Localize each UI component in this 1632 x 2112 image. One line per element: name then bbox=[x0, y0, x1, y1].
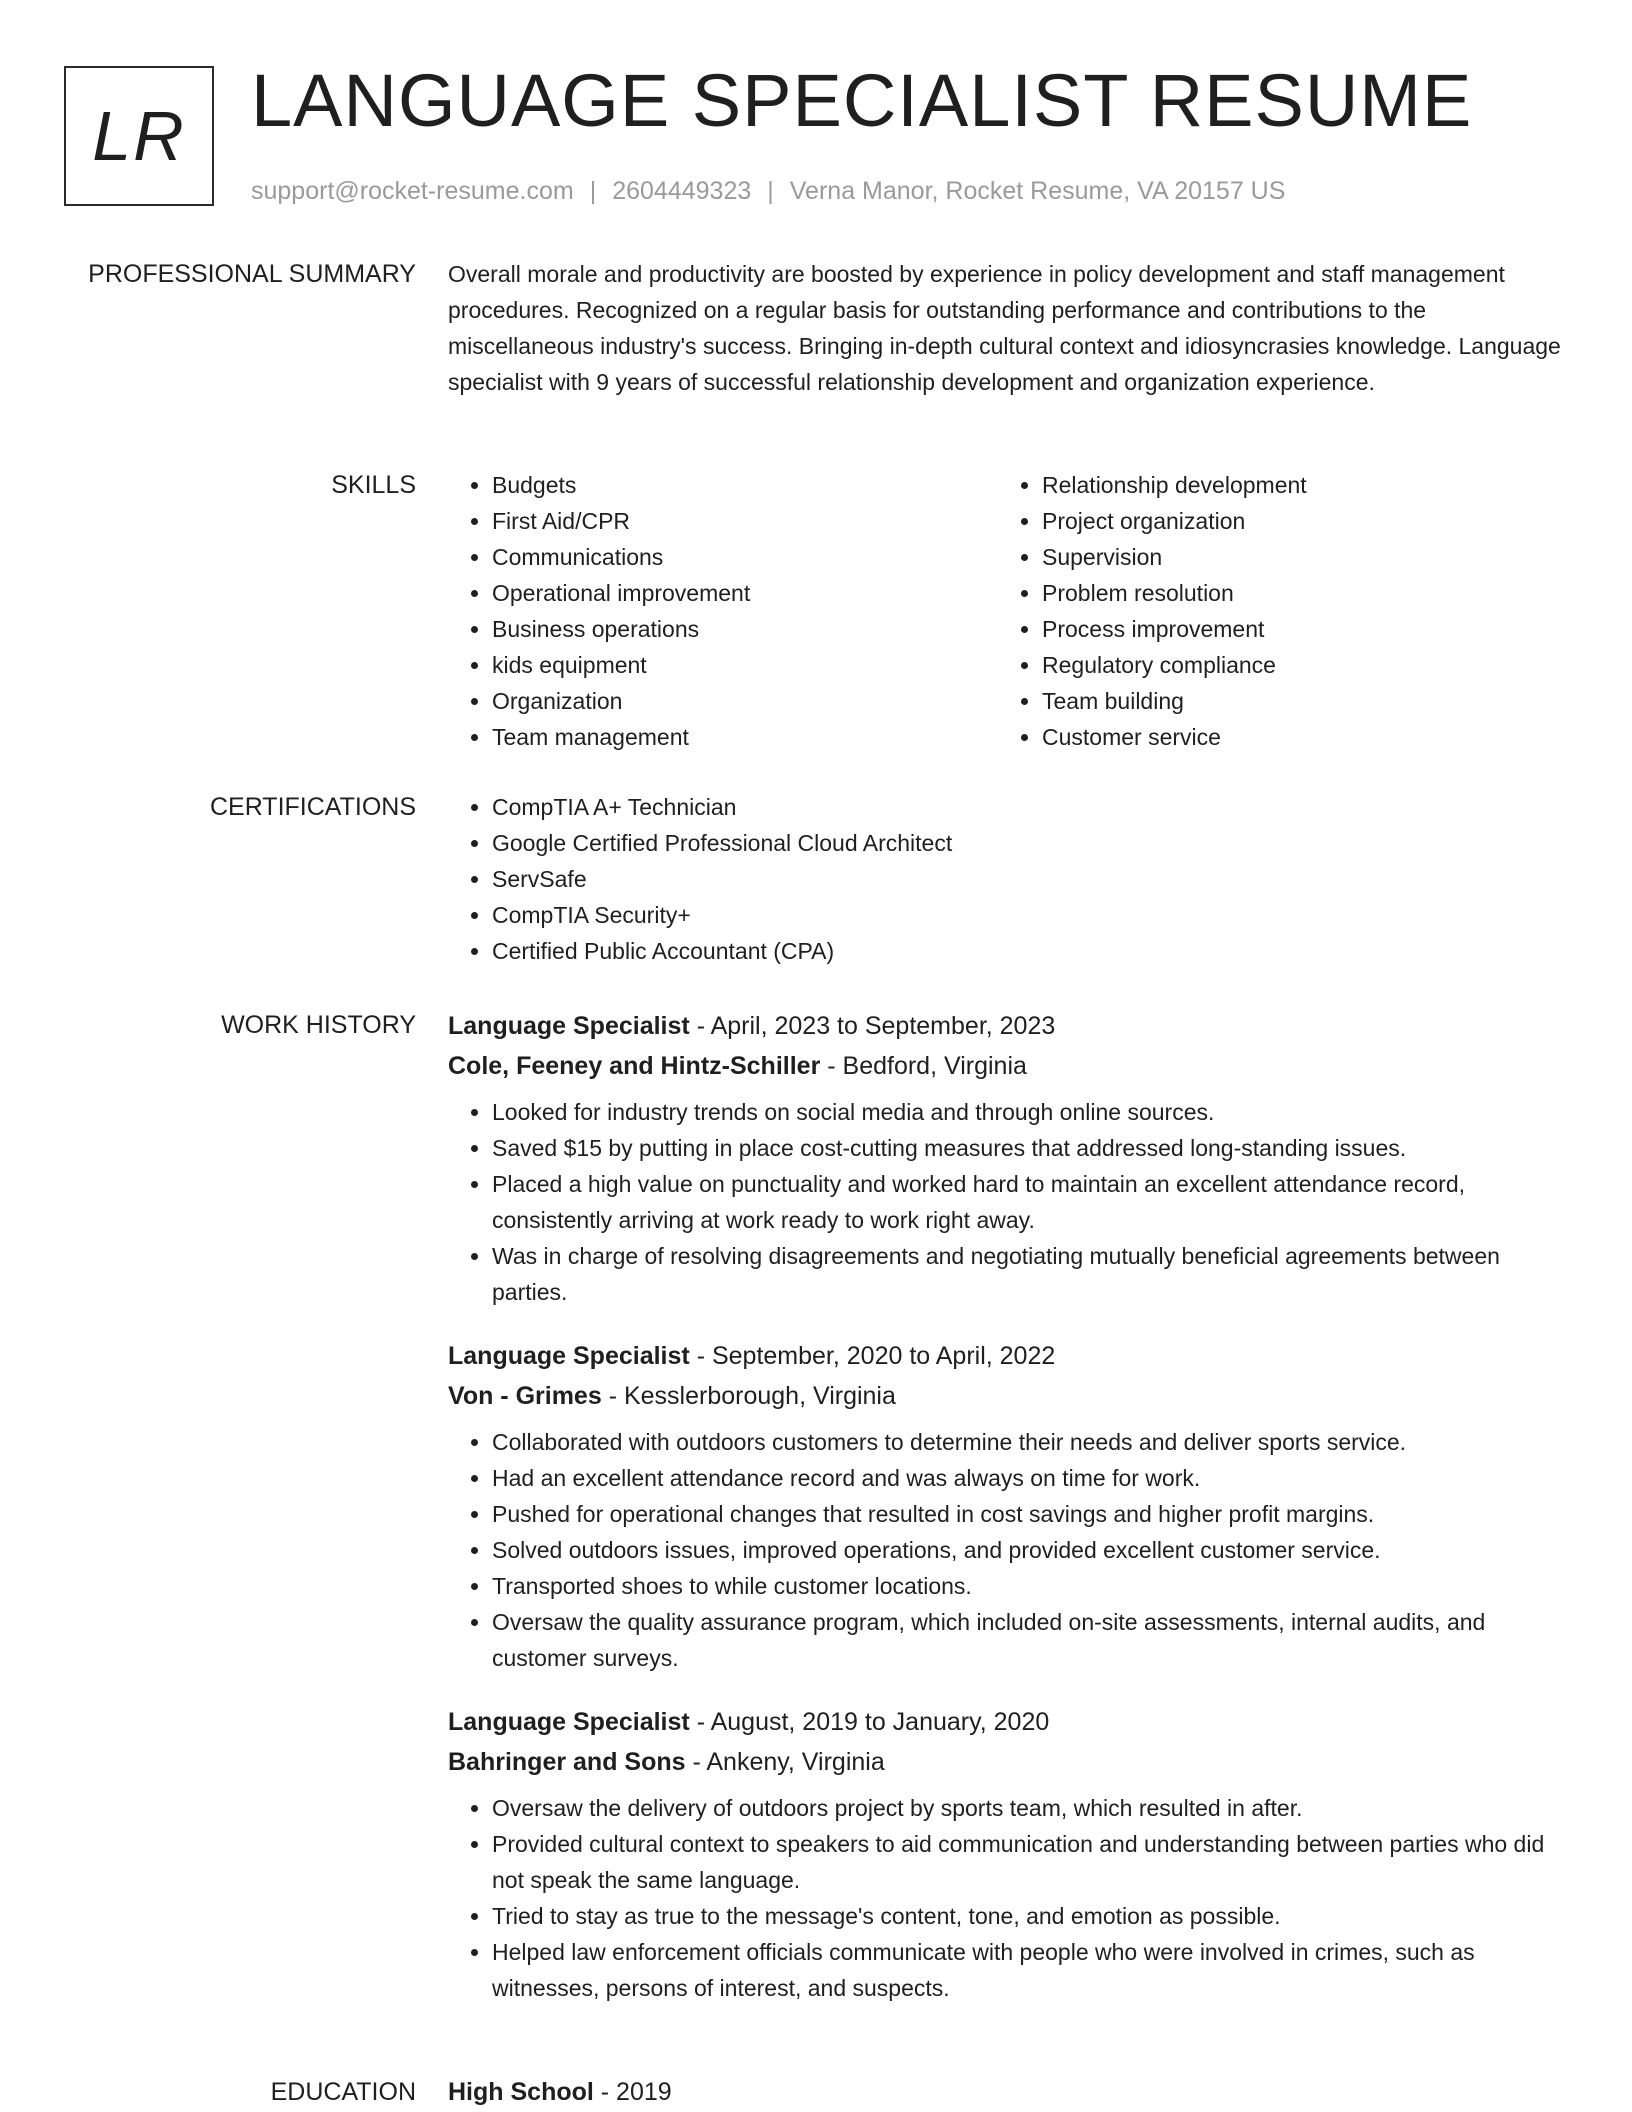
skills-heading: SKILLS bbox=[331, 471, 416, 499]
job-title-line bbox=[448, 1336, 1568, 1376]
job-company: Bahringer and Sons bbox=[448, 1748, 686, 1776]
certification-item: • CompTIA Security+ bbox=[492, 897, 1568, 933]
job-dates: - September, 2020 to April, 2022 bbox=[689, 1342, 1056, 1370]
skill-item: • Operational improvement bbox=[492, 575, 998, 611]
job-location: - Kesslerborough, Virginia bbox=[601, 1382, 896, 1410]
job-bullet: • Saved $15 by putting in place cost-cutting measures that addressed long-standing issues. bbox=[492, 1130, 1568, 1166]
job-bullet: • Placed a high value on punctuality and worked hard to maintain an excellent attendance record, consistently arriving at work ready to work right away. bbox=[492, 1166, 1568, 1238]
summary-text: Overall morale and productivity are boosted by experience in policy development and staff management procedures. Recognized on a regular basis for outstanding performance and contributions to the miscellaneous industry's success. Bringing in-depth cultural context and idiosyncrasies knowledge. Language specialist with 9 years of successful relationship development and organization experience. bbox=[448, 261, 1561, 395]
education-line bbox=[448, 2072, 1568, 2112]
work-history-heading: WORK HISTORY bbox=[221, 1011, 416, 1039]
page-title: LANGUAGE SPECIALIST RESUME bbox=[251, 59, 1473, 142]
skills-column-left bbox=[448, 467, 998, 755]
education-heading: EDUCATION bbox=[270, 2078, 416, 2106]
job-location: - Bedford, Virginia bbox=[820, 1052, 1027, 1080]
job-title: Language Specialist bbox=[448, 1012, 690, 1040]
job-company-line bbox=[448, 1376, 1568, 1416]
job-bullet: • Looked for industry trends on social media and through online sources. bbox=[492, 1094, 1568, 1130]
job-dates: - August, 2019 to January, 2020 bbox=[689, 1708, 1050, 1736]
job-bullet: • Pushed for operational changes that resulted in cost savings and higher profit margins. bbox=[492, 1496, 1568, 1532]
certifications-heading: CERTIFICATIONS bbox=[209, 793, 416, 821]
job-bullet: • Had an excellent attendance record and was always on time for work. bbox=[492, 1460, 1568, 1496]
contact-separator: | bbox=[767, 177, 774, 205]
job-company-line bbox=[448, 1742, 1568, 1782]
education-year: - 2019 bbox=[593, 2078, 672, 2106]
job-bullet: • Oversaw the quality assurance program, which included on-site assessments, internal audits, and customer surveys. bbox=[492, 1604, 1568, 1676]
skill-item: • Project organization bbox=[1042, 503, 1548, 539]
job-title-line bbox=[448, 1702, 1568, 1742]
job-dates: - April, 2023 to September, 2023 bbox=[689, 1012, 1056, 1040]
skill-item: • Problem resolution bbox=[1042, 575, 1548, 611]
skill-item: • Budgets bbox=[492, 467, 998, 503]
skill-item: • Team management bbox=[492, 719, 998, 755]
monogram-logo: LR bbox=[64, 66, 214, 206]
contact-address: Verna Manor, Rocket Resume, VA 20157 US bbox=[789, 177, 1286, 205]
job-bullet: • Was in charge of resolving disagreements and negotiating mutually beneficial agreements between parties. bbox=[492, 1238, 1568, 1310]
skill-item: • Team building bbox=[1042, 683, 1548, 719]
contact-line bbox=[251, 174, 1285, 208]
skill-item: • Communications bbox=[492, 539, 998, 575]
skill-item: • Business operations bbox=[492, 611, 998, 647]
skill-item: • kids equipment bbox=[492, 647, 998, 683]
job-company-line bbox=[448, 1046, 1568, 1086]
job-title: Language Specialist bbox=[448, 1708, 690, 1736]
skill-item: • Customer service bbox=[1042, 719, 1548, 755]
contact-phone: 2604449323 bbox=[612, 177, 752, 205]
job-company: Cole, Feeney and Hintz-Schiller bbox=[448, 1052, 821, 1080]
job-bullet: • Solved outdoors issues, improved operations, and provided excellent customer service. bbox=[492, 1532, 1568, 1568]
job-entry bbox=[448, 1702, 1568, 2006]
job-bullet: • Tried to stay as true to the message's content, tone, and emotion as possible. bbox=[492, 1898, 1568, 1934]
job-bullet: • Oversaw the delivery of outdoors project by sports team, which resulted in after. bbox=[492, 1790, 1568, 1826]
job-bullet: • Provided cultural context to speakers to aid communication and understanding between parties who did not speak the same language. bbox=[492, 1826, 1568, 1898]
summary-heading: PROFESSIONAL SUMMARY bbox=[88, 260, 416, 288]
job-entry bbox=[448, 1336, 1568, 1676]
skills-column-right bbox=[998, 467, 1548, 755]
skill-item: • Process improvement bbox=[1042, 611, 1548, 647]
job-bullet: • Transported shoes to while customer locations. bbox=[492, 1568, 1568, 1604]
job-entry bbox=[448, 1006, 1568, 1310]
education-degree: High School bbox=[448, 2078, 594, 2106]
job-title: Language Specialist bbox=[448, 1342, 690, 1370]
skill-item: • Organization bbox=[492, 683, 998, 719]
certification-item: • Certified Public Accountant (CPA) bbox=[492, 933, 1568, 969]
contact-separator: | bbox=[589, 177, 597, 205]
certification-item: • Google Certified Professional Cloud Architect bbox=[492, 825, 1568, 861]
job-title-line bbox=[448, 1006, 1568, 1046]
job-bullet: • Collaborated with outdoors customers to determine their needs and deliver sports service. bbox=[492, 1424, 1568, 1460]
skill-item: • Supervision bbox=[1042, 539, 1548, 575]
contact-email: support@rocket-resume.com bbox=[251, 177, 574, 205]
skill-item: • Regulatory compliance bbox=[1042, 647, 1548, 683]
skill-item: • First Aid/CPR bbox=[492, 503, 998, 539]
skill-item: • Relationship development bbox=[1042, 467, 1548, 503]
certification-item: • ServSafe bbox=[492, 861, 1568, 897]
job-bullet: • Helped law enforcement officials communicate with people who were involved in crimes, such as witnesses, persons of interest, and suspects. bbox=[492, 1934, 1568, 2006]
job-location: - Ankeny, Virginia bbox=[685, 1748, 885, 1776]
certification-item: • CompTIA A+ Technician bbox=[492, 789, 1568, 825]
job-company: Von - Grimes bbox=[448, 1382, 602, 1410]
